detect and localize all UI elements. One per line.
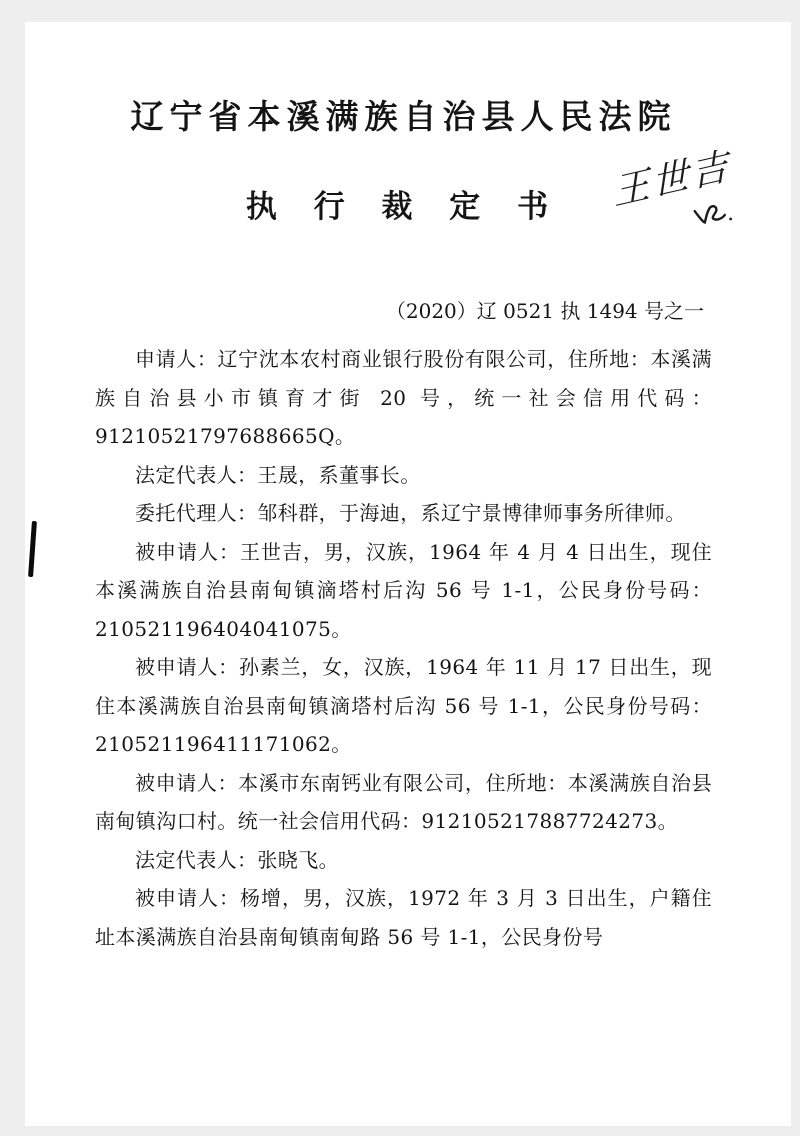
paragraph-respondent-2: 被申请人：孙素兰，女，汉族，1964 年 11 月 17 日出生，现住本溪满族自治县南甸镇滴塔村后沟 56 号 1-1，公民身份号码：210521196411171062。 [95,655,712,756]
document-content [25,96,791,956]
paragraph-applicant: 申请人：辽宁沈本农村商业银行股份有限公司，住所地：本溪满族自治县小市镇育才街 20 号，统一社会信用代码：91210521797688665Q。 [95,347,712,448]
paragraph-respondent-1: 被申请人：王世吉，男，汉族，1964 年 4 月 4 日出生，现住本溪满族自治县南甸镇滴塔村后沟 56 号 1-1，公民身份号码：210521196404041075。 [95,539,712,641]
paragraph-legal-representative: 法定代表人：王晟，系董事长。 [135,462,421,487]
paragraph-respondent-4: 被申请人：杨增，男，汉族，1972 年 3 月 3 日出生，户籍住址本溪满族自治县南甸镇南甸路 56 号 1-1，公民身份号 [95,886,712,949]
paragraph-entrusted-agents: 委托代理人：邹科群，于海迪，系辽宁景博律师事务所律师。 [135,501,686,525]
court-name: 辽宁省本溪满族自治县人民法院 [130,97,677,136]
document-page [25,22,791,1126]
paragraph-company-legal-representative: 法定代表人：张晓飞。 [135,847,339,872]
handwritten-note: 王世吉 [611,143,733,215]
document-body [95,340,712,956]
case-number: （2020）辽 0521 执 1494 号之一 [385,299,704,323]
document-title: 执 行 裁 定 书 [245,189,562,225]
paragraph-respondent-company: 被申请人：本溪市东南钙业有限公司，住所地：本溪满族自治县南甸镇沟口村。统一社会信用代码：912105217887724273。 [95,770,712,833]
